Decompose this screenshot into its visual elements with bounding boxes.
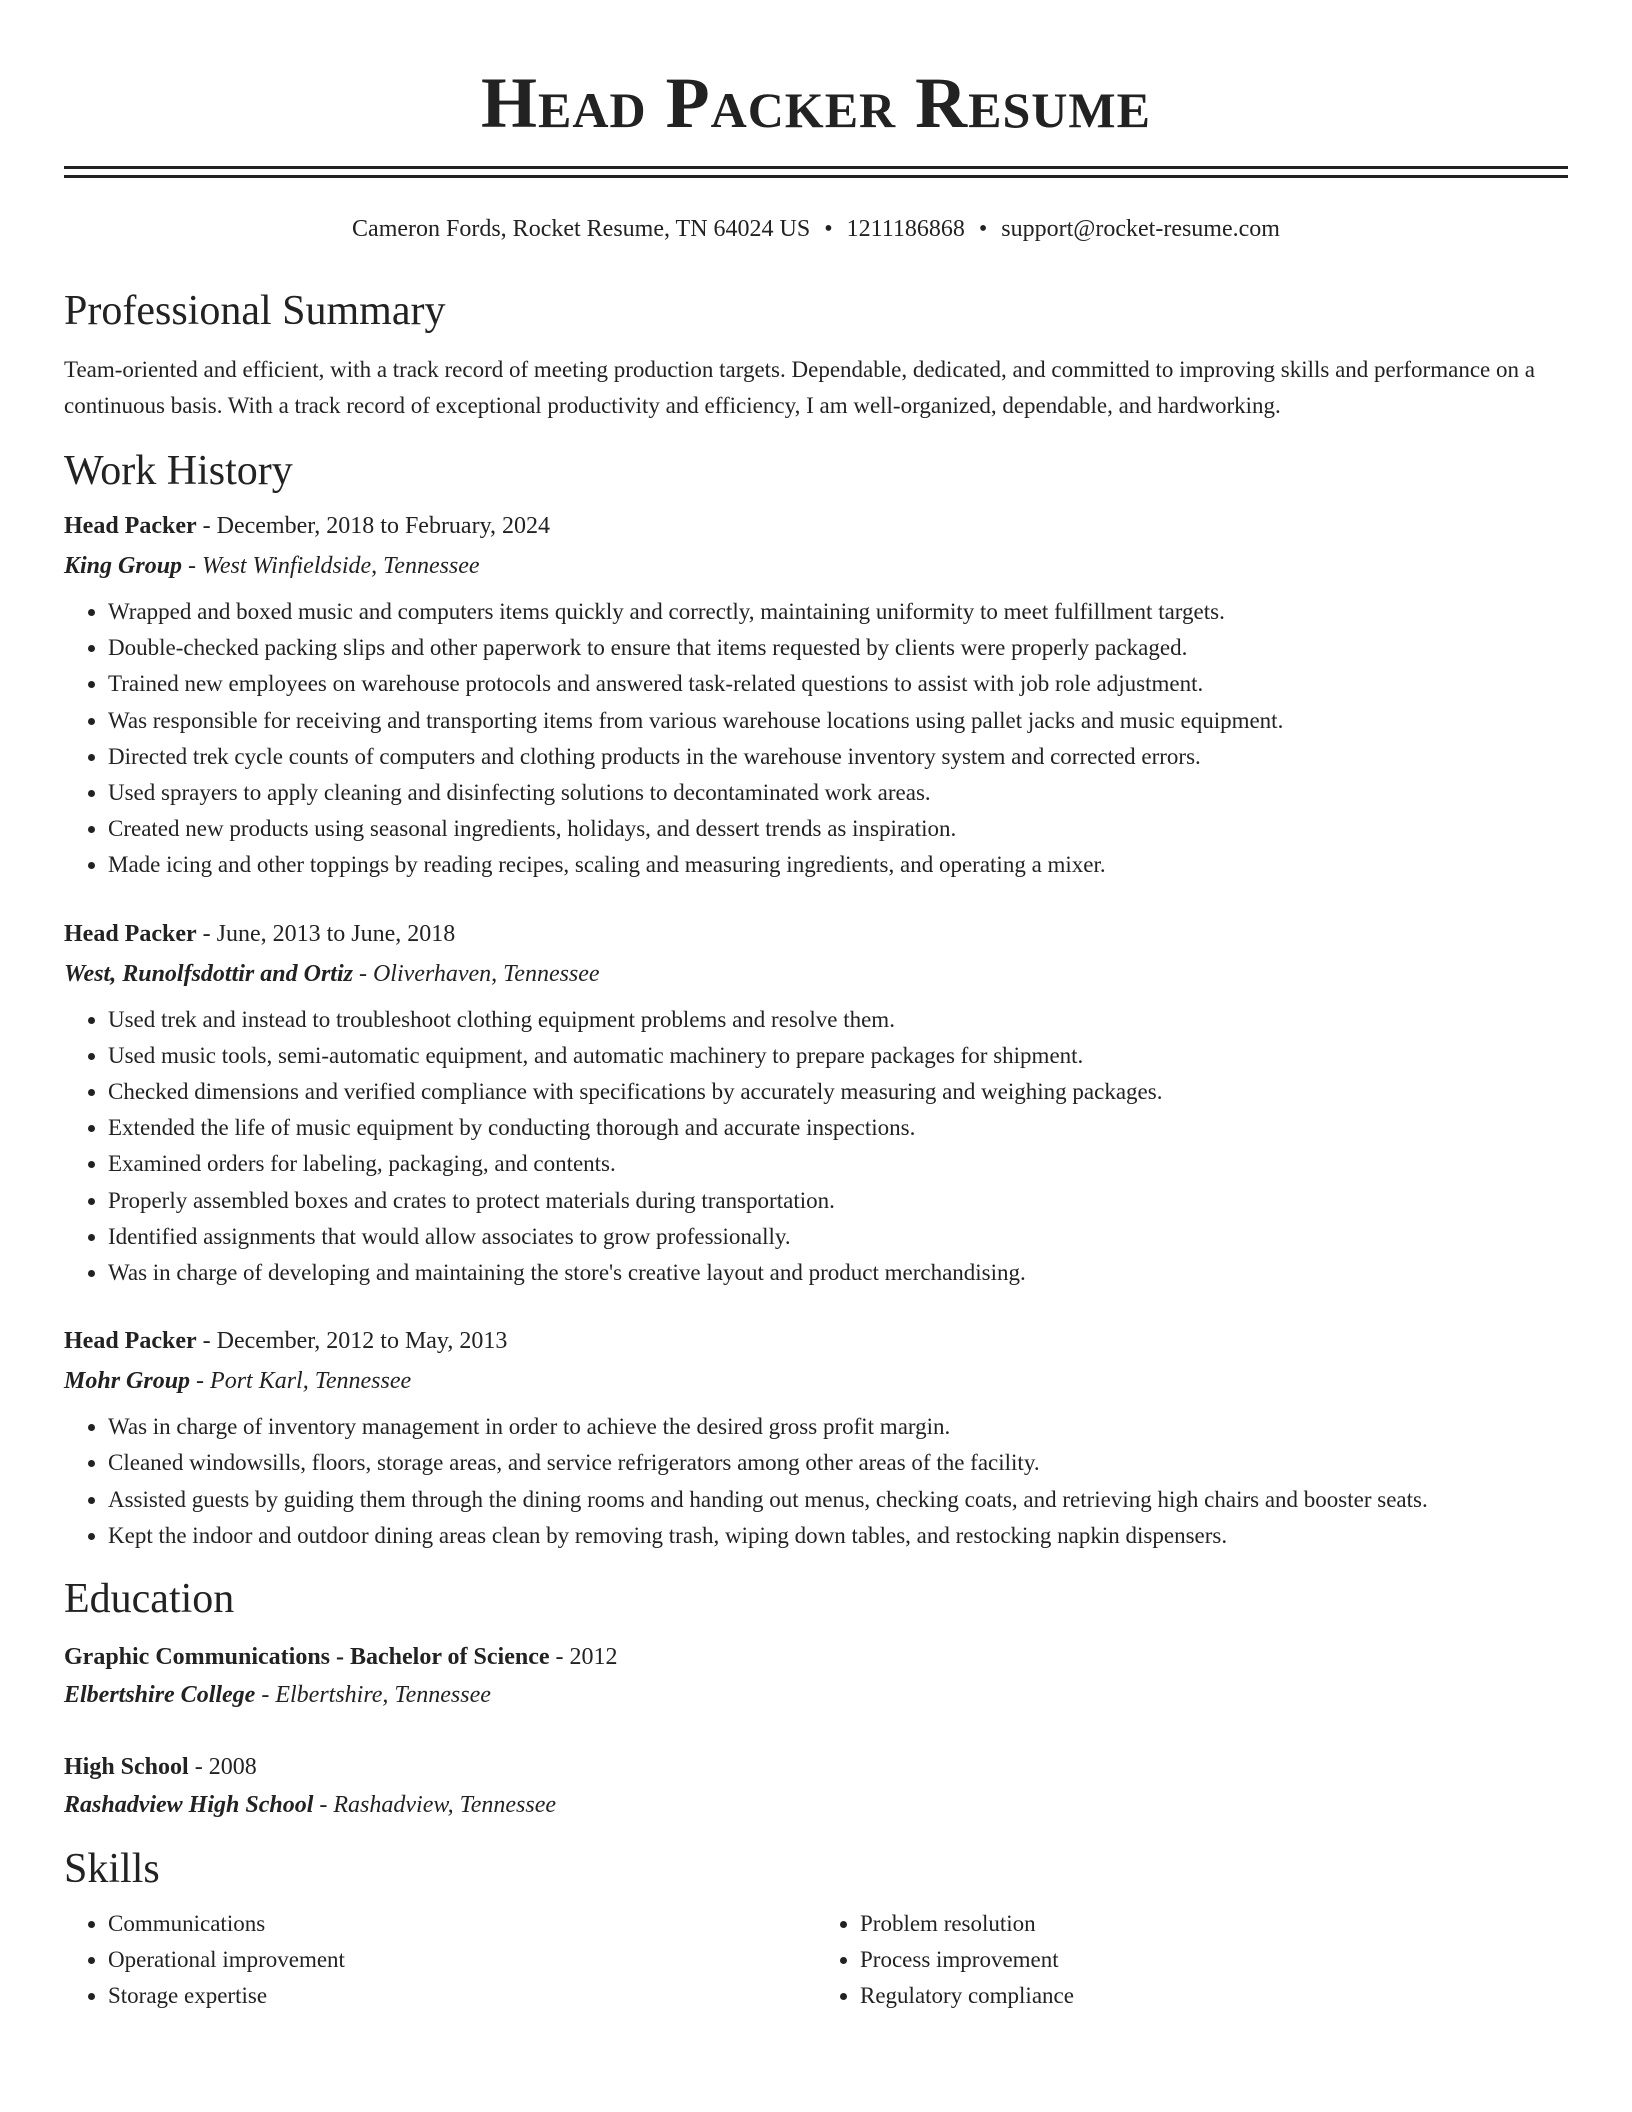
list-item: • Directed trek cycle counts of computers and clothing products in the warehouse inventory system and corrected errors. [108,739,1568,775]
job-company-line [64,954,1568,994]
job-bullets [64,594,1568,884]
title-divider-top [64,166,1568,169]
contact-separator: • [978,216,988,242]
summary-text: Team-oriented and efficient, with a track record of meeting production targets. Dependable, dedicated, and committed to improving skills and performance on a continuous basis. With a track record of exceptional productivity and efficiency, I am well-organized, dependable, and hardworking. [64,357,1535,418]
education-school: Rashadview High School [64,1792,314,1819]
education-year: - 2008 [188,1754,257,1781]
education-year: - 2012 [549,1644,618,1671]
job-company: West, Runolfsdottir and Ortiz [64,960,353,987]
education-degree-line [64,1638,1568,1676]
job-entry [64,1321,1568,1554]
job-title: Head Packer [64,513,197,539]
list-item: • Created new products using seasonal ingredients, holidays, and dessert trends as inspiration. [108,811,1568,847]
summary-heading: Professional Summary [64,288,446,334]
list-item: • Wrapped and boxed music and computers items quickly and correctly, maintaining uniformity to meet fulfillment targets. [108,594,1568,630]
skill-item: • Communications [108,1906,816,1942]
job-company-line [64,546,1568,586]
contact-line [64,214,1568,244]
education-location: - Rashadview, Tennessee [313,1792,556,1819]
job-location: - West Winfieldside, Tennessee [182,553,480,579]
education-entry [64,1638,1568,1714]
list-item: • Double-checked packing slips and other paperwork to ensure that items requested by clients were properly packaged. [108,630,1568,666]
job-title: Head Packer [64,920,197,947]
job-location: - Port Karl, Tennessee [190,1368,412,1395]
list-item: • Extended the life of music equipment by conducting thorough and accurate inspections. [108,1110,1568,1146]
job-entry [64,506,1568,884]
job-dates: - June, 2013 to June, 2018 [196,920,456,947]
job-company-line [64,1361,1568,1401]
list-item: • Used trek and instead to troubleshoot clothing equipment problems and resolve them. [108,1002,1568,1038]
skills-heading: Skills [64,1846,160,1893]
job-dates: - December, 2018 to February, 2024 [196,513,551,539]
job-entry [64,914,1568,1292]
list-item: • Used sprayers to apply cleaning and disinfecting solutions to decontaminated work areas. [108,775,1568,811]
job-title-line [64,914,1568,954]
job-company: Mohr Group [64,1368,191,1395]
contact-phone: 1211186868 [846,216,965,242]
job-title-line [64,1321,1568,1361]
list-item: • Cleaned windowsills, floors, storage areas, and service refrigerators among other areas of the facility. [108,1445,1568,1481]
education-degree-line [64,1748,1568,1786]
education-school-line [64,1786,1568,1824]
work-history-heading: Work History [64,448,293,494]
title-divider-bottom [64,175,1568,178]
job-title-line [64,506,1568,546]
skill-item: • Problem resolution [860,1906,1568,1942]
job-location: - Oliverhaven, Tennessee [352,960,600,987]
skills-column-left [64,1906,816,2015]
contact-separator: • [824,216,833,242]
job-bullets [64,1409,1568,1554]
list-item: • Assisted guests by guiding them through the dining rooms and handing out menus, checking coats, and retrieving high chairs and booster seats. [108,1482,1568,1518]
education-degree: Graphic Communications - Bachelor of Science [64,1644,550,1671]
resume-title: Head Packer Resume [481,63,1151,143]
skills-list [64,1898,1568,2015]
skill-item: • Regulatory compliance [860,1978,1568,2014]
list-item: • Examined orders for labeling, packaging, and contents. [108,1146,1568,1182]
education-degree: High School [64,1754,189,1781]
list-item: • Checked dimensions and verified compliance with specifications by accurately measuring and weighing packages. [108,1074,1568,1110]
list-item: • Was in charge of developing and maintaining the store's creative layout and product merchandising. [108,1255,1568,1291]
job-company: King Group [64,553,183,579]
contact-address: Cameron Fords, Rocket Resume, TN 64024 US [352,216,811,242]
skill-item: • Process improvement [860,1942,1568,1978]
list-item: • Properly assembled boxes and crates to protect materials during transportation. [108,1183,1568,1219]
list-item: • Was responsible for receiving and transporting items from various warehouse locations using pallet jacks and music equipment. [108,703,1568,739]
education-entry [64,1748,1568,1824]
list-item: • Used music tools, semi-automatic equipment, and automatic machinery to prepare packages for shipment. [108,1038,1568,1074]
skill-item: • Operational improvement [108,1942,816,1978]
list-item: • Was in charge of inventory management in order to achieve the desired gross profit margin. [108,1409,1568,1445]
contact-email: support@rocket-resume.com [1001,216,1280,242]
list-item: • Trained new employees on warehouse protocols and answered task-related questions to assist with job role adjustment. [108,666,1568,702]
education-school: Elbertshire College [64,1682,256,1709]
list-item: • Kept the indoor and outdoor dining areas clean by removing trash, wiping down tables, and restocking napkin dispensers. [108,1518,1568,1554]
job-title: Head Packer [64,1328,197,1355]
list-item: • Identified assignments that would allow associates to grow professionally. [108,1219,1568,1255]
skills-column-right [816,1906,1568,2015]
education-school-line [64,1676,1568,1714]
education-heading: Education [64,1576,235,1623]
job-dates: - December, 2012 to May, 2013 [196,1328,508,1355]
skill-item: • Storage expertise [108,1978,816,2014]
education-location: - Elbertshire, Tennessee [255,1682,491,1709]
job-bullets [64,1002,1568,1292]
list-item: • Made icing and other toppings by reading recipes, scaling and measuring ingredients, and operating a mixer. [108,847,1568,883]
